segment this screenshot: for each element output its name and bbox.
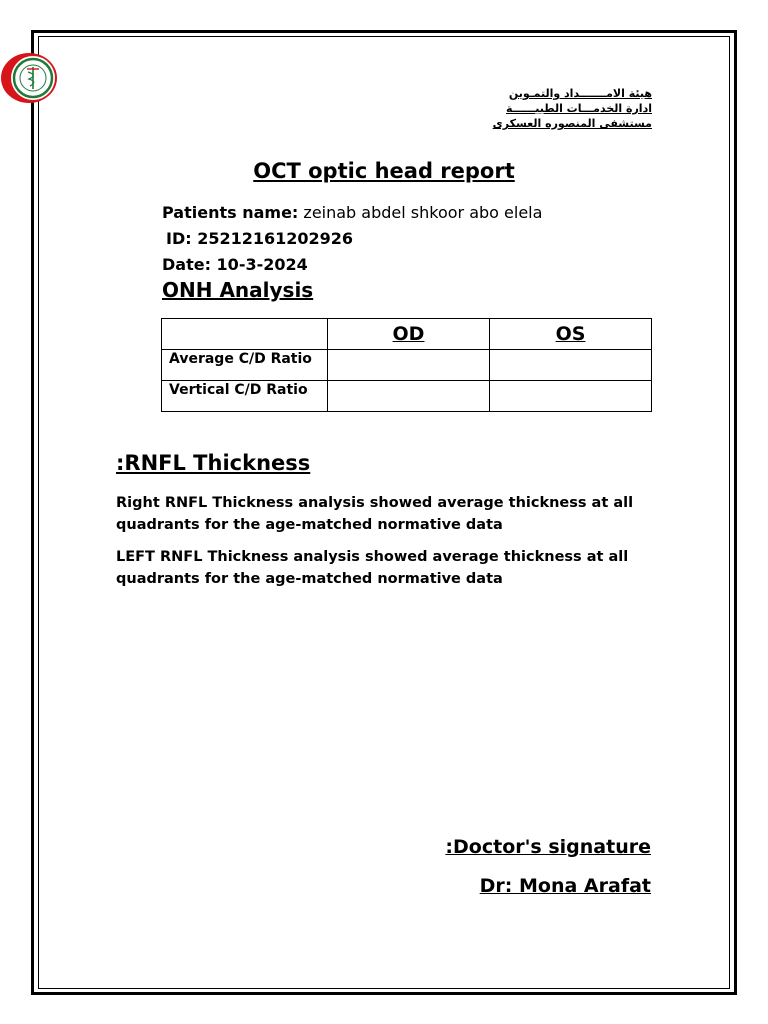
signature-label: :Doctor's signature: [445, 836, 651, 858]
average-cd-od: [328, 350, 490, 381]
right-rnfl-finding: Right RNFL Thickness analysis showed average thickness at all quadrants for the age-matched normative data: [116, 495, 634, 533]
report-date: Date: 10-3-2024: [162, 255, 308, 274]
patient-name-label: Patients name:: [162, 203, 299, 222]
table-row: [162, 381, 652, 412]
rnfl-heading: :RNFL Thickness: [116, 451, 311, 475]
left-rnfl-finding: LEFT RNFL Thickness analysis showed average thickness at all quadrants for the age-matched normative data: [116, 549, 629, 587]
header-line-authority: هيئة الامـــــــداد والتمـوين: [508, 87, 652, 100]
onh-header-os: OS: [490, 319, 652, 350]
medical-emblem-logo: [0, 52, 58, 104]
institution-header: [493, 86, 652, 131]
average-cd-os: [490, 350, 652, 381]
header-line-hospital: مستشفى المنصوره العسكرى: [492, 117, 652, 130]
report-title: OCT optic head report: [253, 159, 515, 183]
onh-heading: ONH Analysis: [162, 278, 314, 302]
onh-table: [161, 318, 652, 412]
onh-header-od: OD: [328, 319, 490, 350]
onh-table-header: [162, 319, 652, 350]
table-row: [162, 350, 652, 381]
patient-info: [162, 200, 542, 278]
onh-header-blank: [162, 319, 328, 350]
patient-name-value: zeinab abdel shkoor abo elela: [298, 203, 543, 222]
patient-id: ID: 25212161202926: [166, 229, 354, 248]
vertical-cd-os: [490, 381, 652, 412]
vertical-cd-od: [328, 381, 490, 412]
header-line-department: ادارة الخدمـــات الطبيــــــة: [506, 102, 652, 115]
patient-name-line: [162, 200, 542, 226]
doctor-name: Dr: Mona Arafat: [479, 875, 651, 897]
row-label-average-cd: Average C/D Ratio: [162, 350, 328, 381]
row-label-vertical-cd: Vertical C/D Ratio: [162, 381, 328, 412]
